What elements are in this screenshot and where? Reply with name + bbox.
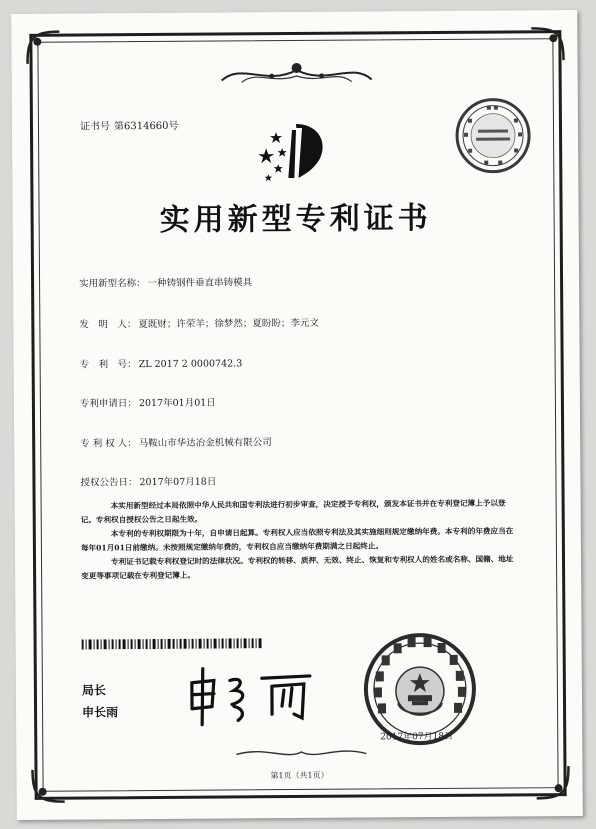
field-label: 发 明 人： (79, 319, 137, 331)
barcode (82, 638, 262, 649)
director-signature (184, 664, 324, 727)
patent-office-emblem (258, 120, 334, 187)
certificate-number (80, 117, 179, 133)
page-number: 第1页（共1页） (270, 770, 329, 781)
field-utility-model-name (79, 274, 252, 289)
field-label: 实用新型名称： (79, 278, 146, 290)
certificate-title: 实用新型专利证书 (159, 201, 432, 238)
corner-ornament-top-left (23, 28, 63, 68)
certificate-number-label: 证书号 (79, 121, 111, 133)
field-label: 授权公告日： (80, 477, 138, 489)
field-value: 2017年01月01日 (138, 397, 216, 410)
body-paragraph: 本专利的专利权期限为十年，自申请日起算。专利权人应当依照专利法及其实施细则规定缴纳年费。本专利的年费应当在每年01月01日前缴纳。未按照规定缴纳年费的，专利权自应当缴纳年费期满之日起终止。 (80, 526, 514, 553)
field-label: 专利申请日： (79, 398, 137, 410)
certificate-body-text (81, 496, 522, 583)
field-application-date (80, 395, 216, 410)
field-value: 夏既财；许荣羊；徐梦然；夏盼盼；李元文 (138, 317, 319, 331)
field-label: 专 利 权 人： (80, 438, 137, 450)
field-patent-number (80, 355, 243, 370)
certificate-number-value: 第6314660号 (113, 120, 179, 133)
bottom-ornament (216, 743, 386, 764)
corner-ornament-top-right (527, 24, 567, 64)
field-grant-announcement-date (80, 474, 216, 489)
top-ornament (211, 55, 381, 92)
body-paragraph: 专利证书记载专利权登记时的法律状况。专利权的转移、质押、无效、终止、恢复和专利权人的姓名或名称、国籍、地址变更等事项记载在专利登记簿上。 (81, 554, 514, 581)
seal-date: 2017年07月18日 (380, 731, 454, 743)
director-title: 局长 (81, 683, 106, 698)
field-value: 2017年07月18日 (139, 476, 217, 489)
certificate-sheet (11, 10, 583, 820)
field-label: 专 利 号： (79, 359, 137, 371)
body-paragraph: 本实用新型经过本局依照中华人民共和国专利法进行初步审查，决定授予专利权，颁发本证书并在专利登记簿上予以登记。专利权自授权公告之日起生效。 (80, 498, 506, 525)
field-value: 一种铸钢件垂直串铸模具 (147, 277, 253, 290)
field-value: ZL 2017 2 0000742.3 (138, 358, 243, 371)
field-patentee (80, 434, 272, 449)
director-name: 申长雨 (82, 705, 119, 720)
field-value: 马鞍山市华达冶金机械有限公司 (138, 437, 272, 450)
official-seal-small (454, 96, 533, 175)
field-inventors (79, 315, 319, 331)
